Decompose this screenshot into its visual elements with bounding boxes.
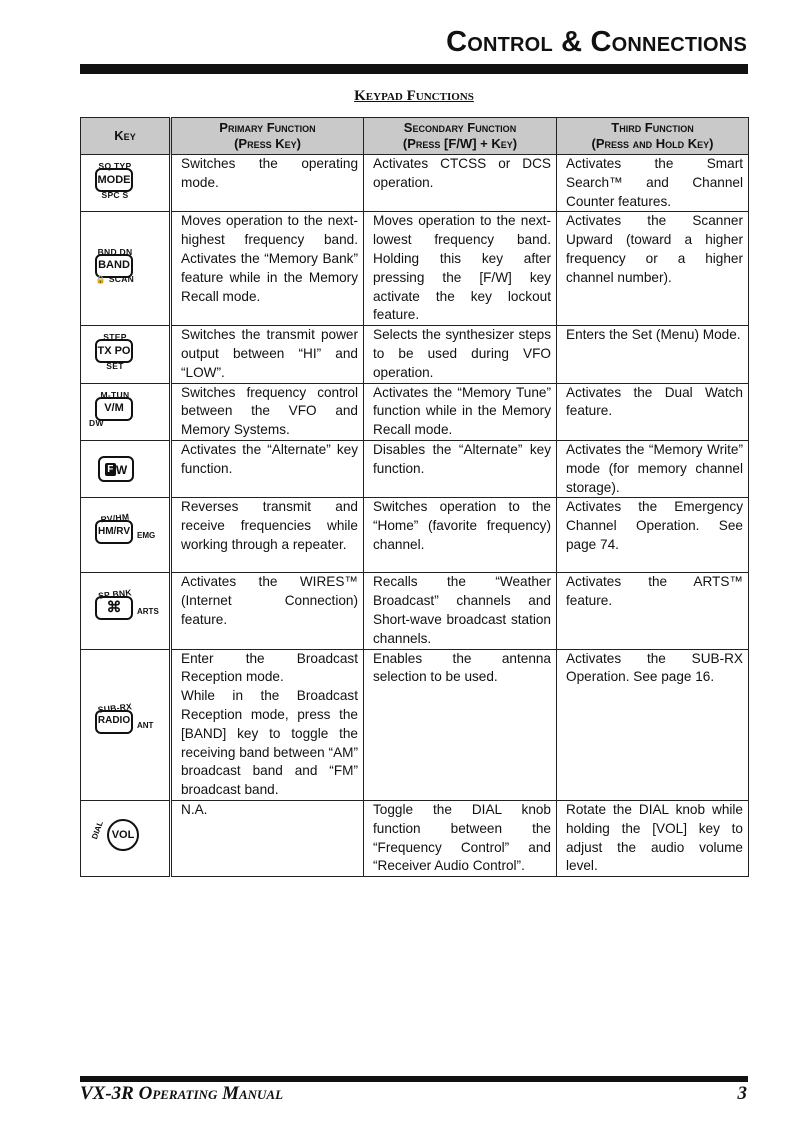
primary-function: Reverses transmit and receive frequencies while working through a repeater. (171, 498, 364, 573)
key-cell (81, 440, 171, 497)
page-header-title: Control & Connections (446, 26, 747, 58)
key-cell (81, 649, 171, 800)
third-function: Activates the ARTS™ feature. (557, 573, 749, 649)
col-header-primary: Primary Function (Press Key) (171, 118, 364, 155)
col-header-third: Third Function (Press and Hold Key) (557, 118, 749, 155)
table-row (81, 498, 749, 573)
col-header-key: Key (81, 118, 171, 155)
third-function: Activates the Smart Search™ and Channel Counter features. (557, 155, 749, 212)
vm-key-icon: M-TUN V/M DW (85, 385, 165, 433)
secondary-function: Toggle the DIAL knob function between the “Frequency Control” and “Receiver Audio Control”. (364, 800, 557, 876)
header-rule (80, 64, 748, 74)
table-row (81, 649, 749, 800)
keypad-functions-table (80, 117, 749, 877)
third-function: Rotate the DIAL knob while holding the [VOL] key to adjust the audio volume level. (557, 800, 749, 876)
section-title: Keypad Functions (354, 88, 474, 104)
secondary-function: Enables the antenna selection to be used. (364, 649, 557, 800)
table-row (81, 573, 749, 649)
fw-key-icon: F W (98, 456, 134, 482)
key-cell (81, 155, 171, 212)
band-key-icon: BND DN BAND 🔒 SCAN (95, 246, 135, 285)
secondary-function: Disables the “Alternate” key function. (364, 440, 557, 497)
table-row (81, 383, 749, 440)
third-function: Activates the SUB-RX Operation. See page 16. (557, 649, 749, 800)
secondary-function: Selects the synthesizer steps to be used during VFO operation. (364, 326, 557, 383)
primary-function: Moves operation to the next-highest frequency band. Activates the “Memory Bank” feature while in the Memory Recall mode. (171, 212, 364, 326)
table-row (81, 212, 749, 326)
secondary-function: Activates CTCSS or DCS operation. (364, 155, 557, 212)
primary-function: Switches frequency control between the VFO and Memory Systems. (171, 383, 364, 440)
third-function: Activates the Emergency Channel Operation. See page 74. (557, 498, 749, 573)
key-cell (81, 212, 171, 326)
primary-function: Activates the WIRES™ (Internet Connection) feature. (171, 573, 364, 649)
key-cell (81, 383, 171, 440)
table-header-row (81, 118, 749, 155)
table-row (81, 326, 749, 383)
third-function: Enters the Set (Menu) Mode. (557, 326, 749, 383)
table-row (81, 800, 749, 876)
primary-function: Switches the operating mode. (171, 155, 364, 212)
key-cell (81, 800, 171, 876)
secondary-function: Moves operation to the next-lowest frequency band. Holding this key after pressing the [F/W] key activate the key lockout feature. (364, 212, 557, 326)
footer-rule (80, 1076, 748, 1082)
third-function: Activates the Dual Watch feature. (557, 383, 749, 440)
col-header-secondary: Secondary Function (Press [F/W] + Key) (364, 118, 557, 155)
wires-icon: ⌘ (95, 596, 133, 620)
key-cell (81, 573, 171, 649)
third-function: Activates the Scanner Upward (toward a higher frequency or a higher channel number). (557, 212, 749, 326)
secondary-function: Switches operation to the “Home” (favorite frequency) channel. (364, 498, 557, 573)
primary-function: N.A. (171, 800, 364, 876)
key-cell (81, 326, 171, 383)
radio-key-icon: SUB-RX RADIO ANT (85, 698, 165, 746)
third-function: Activates the “Memory Write” mode (for memory channel storage). (557, 440, 749, 497)
vol-knob-icon: DIAL VOL (87, 811, 147, 861)
hm-rv-key-icon: RV/HM HM/RV EMG (85, 508, 165, 556)
secondary-function: Activates the “Memory Tune” function while in the Memory Recall mode. (364, 383, 557, 440)
mode-key-icon: SQ TYP MODE SPC S (85, 156, 165, 204)
footer-manual-title: VX-3R Operating Manual (80, 1083, 284, 1104)
key-cell (81, 498, 171, 573)
wires-key-icon: SP BNK ⌘ ARTS (85, 584, 165, 632)
footer-page-number: 3 (737, 1083, 747, 1104)
table-row (81, 440, 749, 497)
primary-function: Switches the transmit power output between “HI” and “LOW”. (171, 326, 364, 383)
tx-po-key-icon: STEP TX PO SET (85, 327, 165, 375)
primary-function: Activates the “Alternate” key function. (171, 440, 364, 497)
table-row (81, 155, 749, 212)
primary-function: Enter the Broadcast Reception mode. While in the Broadcast Reception mode, press the [BAND] key to toggle the receiving band between “AM” broadcast band and “FM” broadcast band. (171, 649, 364, 800)
secondary-function: Recalls the “Weather Broadcast” channels and Short-wave broadcast station channels. (364, 573, 557, 649)
lock-icon: 🔒 (95, 275, 107, 285)
